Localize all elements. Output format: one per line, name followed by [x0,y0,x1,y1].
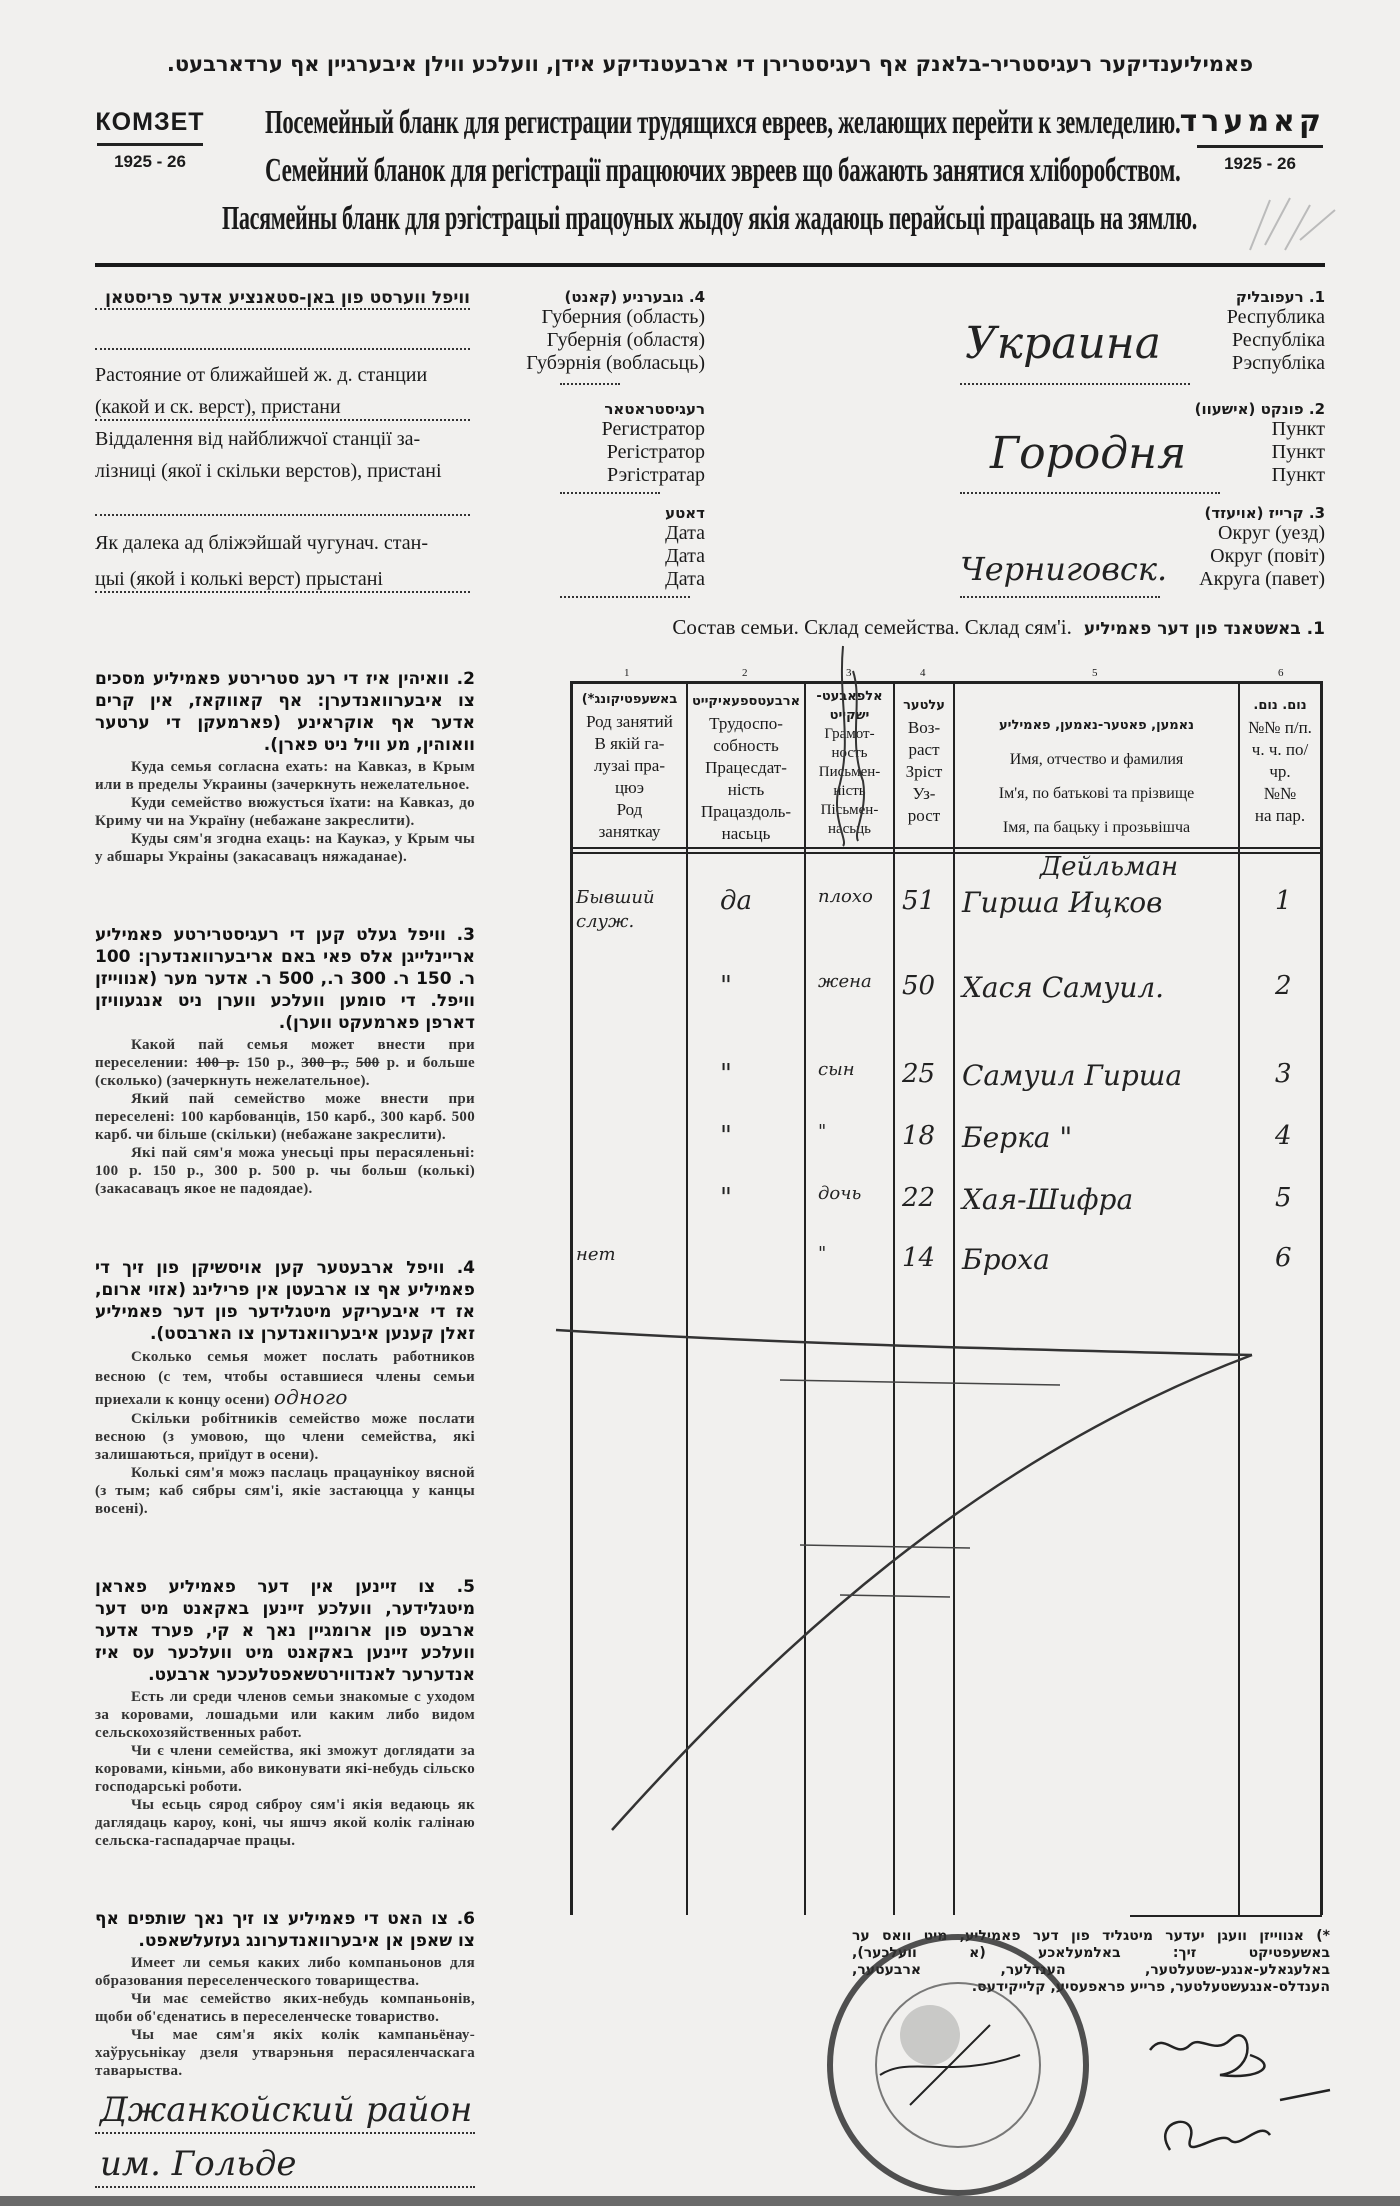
cell-age: 50 [902,971,936,1001]
section6-answer-1: Джанкойский район [100,2090,473,2130]
cell-capacity: " [720,1059,732,1089]
header-occupation-yiddish: באשעפטיקונג*) [581,692,678,707]
point-label-russian: Пункт [1271,418,1325,440]
header-occupation-text: Род занятий В якій га- лузаі пра- цюэ Род заняткау [586,712,673,841]
section3-russian-b: 150 р., [246,1055,294,1072]
date-label-belarusian: Дата [665,568,705,590]
section6-answer-line-2[interactable] [95,2134,475,2188]
title-russian: Посемейный бланк для регистрации трудящихся евреев, желающих перейти к земледелию. [265,104,1181,141]
cell-literacy: плохо [818,886,873,907]
cell-name: Хася Самуил. [962,971,1165,1004]
cell-age: 25 [902,1059,936,1089]
section3-ukrainian: Який пай семейство може внести при переселені: 100 карбованців, 150 карб., 300 карб. 500 карб. чи більше (скільки) (небажане закреслити). [95,1091,475,1144]
cell-num: 3 [1275,1059,1292,1089]
komerd-name: קאמערד [1179,104,1325,139]
header-literacy-yiddish: אלפאבעט- ישקייט [816,689,883,723]
cell-name: Самуил Гирша [962,1059,1183,1092]
section6-answer-2: им. Гольде [100,2144,297,2184]
section4-russian [95,1347,475,1410]
table-footnote: *) אנווייזן וועגן יעדער מיטגליד פון דער פאמיליע, מיט וואס ער באשעפטיקט זיך: באלמעלאכע (א וועלכער), באלעגאלע-אנגע-שטעלטער, הענדלער, ארבעטער, הענדלס-אנגעשטעלטער, פרייע פראפעסיע, קלייקידעס. [852,1928,1330,1995]
section6-answer-line[interactable] [95,2080,475,2134]
cell-num: 6 [1275,1243,1292,1273]
title-ukrainian: Семейний бланок для регістрації працюючих эвреев що бажають занятися хліборобством. [265,152,1181,189]
province-label-belarusian: Губэрнія (вобласьць) [526,352,705,374]
section4-belarusian: Колькі сям'я можэ паслаць працаунікоу вясной (з тым; каб сябры сям'і, якіе застаюцца у канцы восені). [95,1464,475,1517]
yiddish-title: פאמיליענדיקער רעגיסטריר-בלאנק אף רעגיסטרירן די ארבעטנדיקע אידן, וועלכע ווילן איבערגיין אף ערדארבעט. [166,52,1254,76]
cell-age: 18 [902,1121,936,1151]
republic-label-ukrainian: Республіка [1231,329,1325,351]
official-stamp [820,1905,1110,2205]
point-label-ukrainian: Пункт [1271,441,1325,463]
cell-occupation: нет [576,1244,616,1265]
cell-literacy: " [818,1121,827,1142]
header-work-capacity-yiddish: ארבעטספעאיקייט [691,694,801,709]
cell-literacy: " [818,1243,827,1264]
header-literacy-text: Грамот- ность Письмен- ність Пісьмен- насьць [818,726,881,837]
scan-bottom-edge [0,2196,1400,2206]
registrar-label-belarusian: Рэгістратар [606,464,705,486]
header-name-text: Имя, отчество и фамилия Ім'я, по батькові та прізвище Імя, па бацьку і прозьвішча [998,751,1195,836]
left-column [95,668,475,2188]
date-label-yiddish: דאטע [665,504,705,522]
column-number: 3 [846,667,852,679]
cell-name: Хая-Шифра [962,1183,1134,1216]
distance-label-ukrainian: Віддалення від найближчої станції за- [95,428,421,450]
section5-ukrainian: Чи є члени семейства, які зможут доглядати за коровами, кіньми, або виконувати які-небудь сільско господарські роботи. [95,1742,475,1795]
section2 [95,668,475,866]
header-age-text: Воз- раст Зріст Уз- рост [905,718,943,825]
cell-num: 5 [1275,1183,1292,1213]
registrar-label-russian: Регистратор [601,418,705,440]
section2-yiddish: 2. וואיהין איז די רעג סטרירטע פאמיליע מסכים צו איבערוואנדערן: אף קאווקאז, אין קרים אדער אף אוקראינע (פארמעקן די ערטער וואוהין, מע וויל ניט פארן). [95,669,475,755]
section1-heading-yiddish: 1. באשטאנד פון דער פאמיליע [1083,619,1325,639]
republic-label-belarusian: Рэспубліка [1231,352,1325,374]
date-label-russian: Дата [665,522,705,544]
section3-struck-100: 100 р. [195,1055,240,1072]
district-label-belarusian: Акруга (павет) [1199,568,1325,590]
district-label-yiddish: 3. קרייז (אויעזד) [1204,504,1325,522]
registrar-label-yiddish: רעגיסטראטאר [604,400,705,418]
section5-belarusian: Чы есьць сярод сяброу сям'і якія ведаюць як даглядаць кароу, коні, чы яшчэ якой колік галінаю сельска-гаспадарчае працы. [95,1796,475,1849]
distance-label-ukrainian-2: лізниці (якої і скільки верстов), пристані [95,460,442,482]
section2-ukrainian: Куди семейство вюжусться їхати: на Кавказ, до Криму чи на Україну (небажане закреслити). [95,795,475,829]
section5-russian: Есть ли среди членов семьи знакомые с уходом за коровами, лошадьми или каким либо видом сельскохозяйственных работ. [95,1688,475,1741]
header-work-capacity-text: Трудоспо- собность Працесдат- ність Працаздоль- насьць [700,714,792,843]
cell-occupation: Бывший служ. [576,887,655,932]
cell-age: 14 [902,1243,936,1273]
distance-label-belarusian-2: цыі (якой і колькі верст) прыстані [95,568,383,590]
komzet-years: 1925 - 26 [114,152,186,171]
cell-num: 1 [1275,886,1292,916]
cell-age: 51 [902,886,936,916]
cell-surname: Дейльман [1040,852,1179,882]
section5-yiddish: 5. צו זיינען אין דער פאמיליע פאראן מיטגלידער, וועלכע זיינען באקאנט מיט דער ארבעט פון ארומגיין נאך א קי, פערד אדער וועלכע זיינען באקאנט מיט וועלכער עס איז אנדערער לאנדווירטשאפטלעכער ארבעט. [95,1576,475,1685]
section3-russian-a: Какой пай семья может внести при переселении: [95,1037,475,1072]
registrar-label-ukrainian: Регістратор [606,441,705,463]
province-label-russian: Губерния (область) [541,306,705,328]
province-label-ukrainian: Губернія (областя) [546,329,705,351]
column-number: 6 [1278,667,1284,679]
section6-belarusian: Чы мае сям'я якіх колік кампаньёнау-хаўрусьнікау дзеля утварэньня перасяленчаскага таварыства. [95,2027,475,2079]
cell-name: Берка " [962,1121,1073,1154]
province-value: Украина [965,318,1162,369]
section4-yiddish: 4. וויפל ארבעטער קען אויסשיקן פון זיך די פאמיליע אף צו ארבעטן אין פרילינג (אזוי ארום, אז די איבעריקע מיטגלידער פון דער פאמיליע זאלן קענען איבערוואנדערן צו הארבסט). [95,1257,475,1344]
section1-heading-text: Состав семьи. Склад семейства. Склад сям'і. [672,615,1072,639]
date-value: Черниговск. [960,550,1168,588]
column-number: 5 [1092,667,1098,679]
section6-russian: Имеет ли семья каких либо компаньонов для образования переселенческого товарищества. [95,1955,475,1989]
cell-name: Гирша Ицков [962,886,1163,919]
republic-label-russian: Республика [1226,306,1325,328]
registrar-value: Городня [990,428,1187,479]
section4-ukrainian: Скільки робітників семейство може послати весною (з умовою, що члени семейства, які залишаються, приїдут в осени). [95,1410,475,1463]
section3-belarusian: Які пай сям'я можа унесьці пры перасяленьні: 100 р. 150 р., 300 р. 500 р. чы больш (колькі) (закасавацъ якое не падоядае). [95,1145,475,1198]
point-label-yiddish: 2. פונקט (אישעוו) [1194,400,1325,418]
cell-literacy: сын [818,1059,855,1080]
header-number-text: №№ п/п. ч. ч. по/ чр. №№ на пар. [1248,718,1312,825]
distance-label-belarusian: Як далека ад бліжэйшай чугунач. стан- [95,532,428,554]
point-label-belarusian: Пункт [1271,464,1325,486]
section2-belarusian: Куды сям'я згодна ехаць: на Каукаэ, у Крым чы у абшары Украіны (закасавацъ няжаданае). [95,831,475,865]
section3-russian [95,1036,475,1090]
section5 [95,1576,475,1850]
komerd-years: 1925 - 26 [1224,154,1296,173]
cell-capacity: да [720,886,752,916]
section3 [95,924,475,1198]
section3-yiddish: 3. וויפל געלט קען די רעגיסטרירטע פאמיליע אריינלייגן אלס פאי באם אריבערוואנדערן: 100 ר. 150 ר. 300 ר., 500 ר. אדער מער (אנווייזן וויפל. די סומען וועלכע ווערן ניט אנגעוויזן דארפן פארמעקט ווערן). [95,925,475,1034]
komzet-name: КОМЗЕТ [95,108,205,136]
district-label-russian: Округ (уезд) [1218,522,1325,544]
cell-capacity: " [720,1183,732,1213]
cell-num: 2 [1275,971,1292,1001]
cell-literacy: жена [818,971,872,992]
column-number: 4 [920,667,926,679]
title-belarusian: Пасямейны бланк для рэгістрацыі працоуных жыдоу якія жадаюць перайсьці працаваць на зямлю. [222,200,1197,237]
cell-literacy: дочь [818,1183,862,1204]
section3-russian-c: р. и больше (сколько) (зачеркнуть нежелательное). [95,1055,476,1090]
cell-name: Броха [962,1243,1050,1276]
cell-num: 4 [1275,1121,1292,1151]
section3-struck-500: 500 [356,1055,380,1072]
cell-age: 22 [902,1183,936,1213]
column-number: 2 [742,667,748,679]
section6 [95,1908,475,2188]
district-label-ukrainian: Округ (повіт) [1210,545,1325,567]
section6-ukrainian: Чи має семейство яких-небудь компаньонів, щоби об'єденатись в переселенческе товариство. [95,1991,475,2025]
date-label-ukrainian: Дата [665,545,705,567]
section6-yiddish: 6. צו האט די פאמיליע צו זיך נאך שותפים אף צו שאפן אן איבערוואנדערונג געזעלשאפט. [95,1909,475,1951]
column-number: 1 [624,667,630,679]
header-number-yiddish: נום. נום. [1253,698,1307,713]
province-label-yiddish: 4. גובערניע (קאנט) [564,288,705,306]
section2-russian: Куда семья согласна ехать: на Кавказ, в Крым или в пределы Украины (зачеркнуть нежелательное. [95,759,475,793]
section4 [95,1257,475,1518]
distance-label-yiddish: וויפל ווערסט פון באן-סטאנציע אדער פריסטאן [105,288,470,308]
section4-answer: одного [273,1384,348,1409]
distance-label-russian-2: (какой и ск. верст), пристани [95,396,341,418]
republic-label-yiddish: 1. רעפובליק [1235,288,1325,306]
section4-russian-text: Сколько семья может послать работников весною (с тем, чтобы оставшиеся члены семьи приехали к концу осени) [95,1348,475,1408]
cell-capacity: " [720,1121,732,1151]
header-age-yiddish: עלטער [903,698,945,713]
section3-struck-300: 300 р., [301,1055,349,1072]
distance-label-russian: Растояние от ближайшей ж. д. станции [95,364,428,386]
registrar-signature [1130,2020,1350,2190]
cell-capacity: " [720,971,732,1001]
header-name-yiddish: נאמען, פאטער-נאמען, פאמיליע [998,718,1195,733]
